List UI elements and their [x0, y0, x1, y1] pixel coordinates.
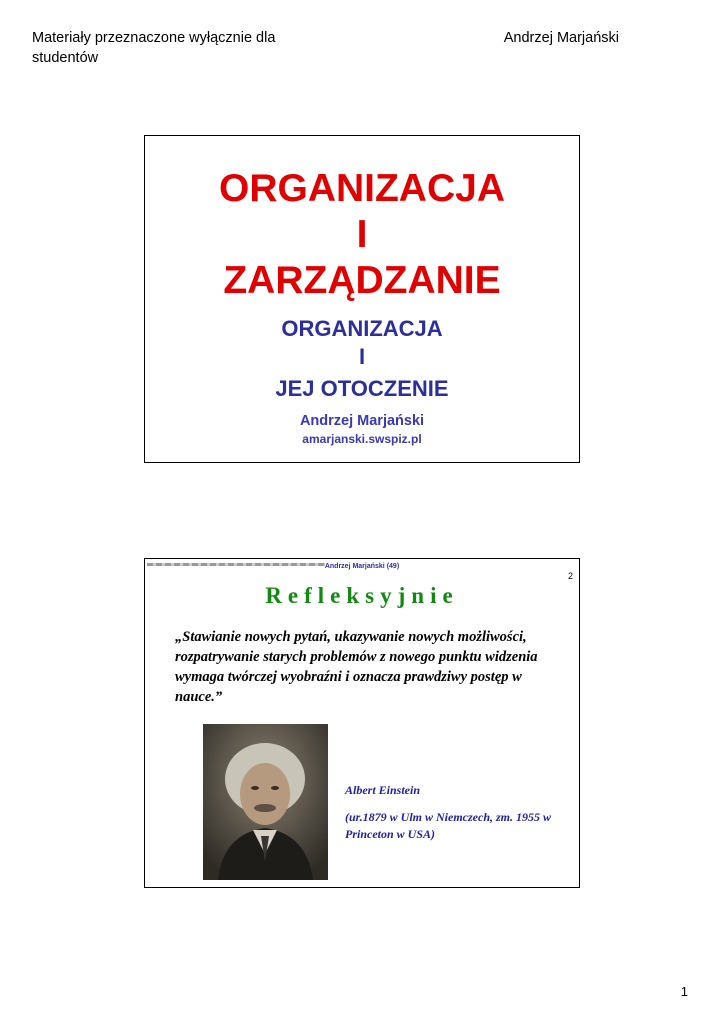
- einstein-quote: „Stawianie nowych pytań, ukazywanie nowych możliwości, rozpatrywanie starych problemów z nowego punktu widzenia wymaga twórczej wyobraźni i oznacza prawdziwy postęp w nauce.”: [175, 629, 538, 705]
- header-left-text: Materiały przeznaczone wyłącznie dla studentów: [32, 30, 276, 66]
- portrait-photo: [203, 724, 328, 880]
- slide-number: 2: [567, 571, 573, 581]
- main-title-line3: ZARZĄDZANIE: [223, 259, 501, 302]
- slide-author: Andrzej Marjański: [299, 413, 425, 429]
- subtitle-line1: ORGANIZACJA: [281, 316, 443, 341]
- page-number: 1: [680, 984, 688, 999]
- main-title-line1: ORGANIZACJA: [218, 167, 505, 210]
- slide-title: [144, 135, 580, 463]
- slide-website: amarjanski.swspiz.pl: [302, 432, 422, 446]
- subtitle-line3: JEJ OTOCZENIE: [275, 376, 449, 401]
- slide-reflection: [144, 558, 580, 888]
- main-title-line2: I: [356, 213, 368, 256]
- person-dates: (ur.1879 w Ulm w Niemczech, zm. 1955 w Princeton w USA): [345, 810, 552, 841]
- subtitle-line2: I: [358, 344, 366, 369]
- person-name: Albert Einstein: [345, 783, 421, 797]
- slide-footer: Andrzej Marjański (49): [324, 563, 400, 570]
- portrait-icon: [203, 724, 328, 880]
- slide-heading: Refleksyjnie: [265, 583, 459, 608]
- header-author: Andrzej Marjański: [503, 30, 619, 46]
